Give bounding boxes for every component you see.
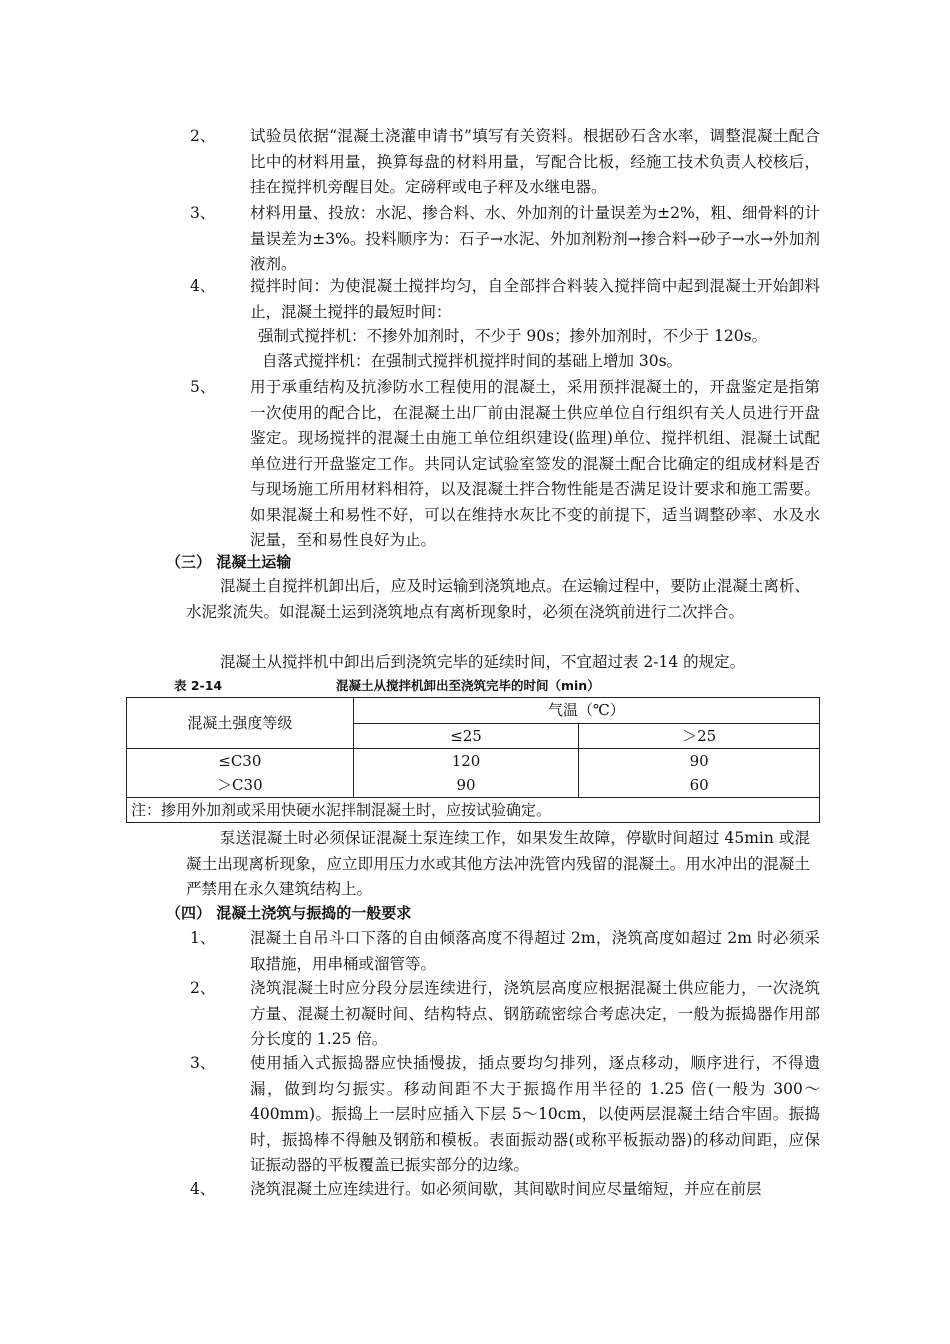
item-number: 4、: [190, 1180, 216, 1198]
item-text: 混凝土自吊斗口下落的自由倾落高度不得超过 2m，浇筑高度如超过 2m 时必须采取措施，用串桶或溜管等。: [250, 929, 820, 973]
table-note: 注：掺用外加剂或采用快硬水泥拌制混凝土时，应按试验确定。: [127, 798, 820, 823]
mixing-time-table: [126, 697, 820, 823]
header-temp-high: ＞25: [579, 723, 820, 749]
item-number: 3、: [190, 1054, 216, 1072]
item-text: 浇筑混凝土应连续进行。如必须间歇，其间歇时间应尽量缩短，并应在前层: [250, 1180, 762, 1198]
list-item: [190, 274, 820, 325]
item-number: 1、: [190, 929, 216, 947]
row-high: 60: [579, 773, 820, 798]
item-text: 搅拌时间：为使混凝土搅拌均匀，自全部拌合料装入搅拌筒中起到混凝土开始卸料止，混凝土搅拌的最短时间：: [250, 277, 820, 321]
paragraph: 泵送混凝土时必须保证混凝土泵连续工作，如果发生故障，停歇时间超过 45min 或混凝土出现离析现象，应立即用压力水或其他方法冲洗管内残留的混凝土。用水冲出的混凝土严禁用在永久建筑结构上。: [186, 829, 810, 898]
list-item: [190, 926, 820, 977]
row-low: 90: [353, 773, 579, 798]
paragraph: 混凝土自搅拌机卸出后，应及时运输到浇筑地点。在运输过程中，要防止混凝土离析、水泥浆流失。如混凝土运到浇筑地点有离析现象时，必须在浇筑前进行二次拌合。: [186, 577, 810, 621]
row-grade: ＞C30: [127, 773, 354, 798]
list-item: [190, 1051, 820, 1179]
paragraph: 混凝土从搅拌机中卸出后到浇筑完毕的延续时间，不宜超过表 2-14 的规定。: [220, 653, 746, 671]
row-grade: ≤C30: [127, 749, 354, 774]
list-item: [190, 201, 820, 278]
item-text: 试验员依据“混凝土浇灌申请书”填写有关资料。根据砂石含水率，调整混凝土配合比中的材料用量，换算每盘的材料用量，写配合比板，经施工技术负责人校核后，挂在搅拌机旁醒目处。定磅秤或电子秤及水继电器。: [250, 127, 820, 196]
section-heading: （三） 混凝土运输: [166, 553, 292, 571]
header-temp-low: ≤25: [353, 723, 579, 749]
table-title: 混凝土从搅拌机卸出至浇筑完毕的时间（min）: [336, 678, 600, 693]
header-temperature: 气温（℃）: [353, 698, 819, 724]
mixing-time-free-fall: 自落式搅拌机：在强制式搅拌机搅拌时间的基础上增加 30s。: [262, 352, 683, 370]
section-heading: （四） 混凝土浇筑与振捣的一般要求: [166, 904, 412, 922]
header-grade: 混凝土强度等级: [127, 698, 354, 749]
item-number: 2、: [190, 127, 216, 145]
row-low: 120: [353, 749, 579, 774]
list-item: [190, 1177, 820, 1203]
item-text: 材料用量、投放：水泥、掺合料、水、外加剂的计量误差为±2%，粗、细骨料的计量误差为±3%。投料顺序为：石子→水泥、外加剂粉剂→掺合料→砂子→水→外加剂液剂。: [250, 204, 820, 273]
list-item: [190, 375, 820, 554]
item-number: 3、: [190, 204, 216, 222]
list-item: [190, 124, 820, 201]
item-number: 5、: [190, 378, 216, 396]
item-number: 4、: [190, 277, 216, 295]
item-text: 浇筑混凝土时应分段分层连续进行，浇筑层高度应根据混凝土供应能力，一次浇筑方量、混凝土初凝时间、结构特点、钢筋疏密综合考虑决定，一般为振捣器作用部分长度的 1.25 倍。: [250, 979, 820, 1048]
row-high: 90: [579, 749, 820, 774]
item-text: 使用插入式振捣器应快插慢拔，插点要均匀排列，逐点移动，顺序进行，不得遗漏，做到均匀振实。移动间距不大于振捣作用半径的 1.25 倍(一般为 300～400mm)。振捣上一层时应插入下层 5～10cm，以使两层混凝土结合牢固。振捣时，振捣棒不得触及钢筋和模板。表面振动器(或称平板振动器)的移动间距，应保证振动器的平板覆盖已振实部分的边缘。: [250, 1054, 820, 1174]
table-label: 表 2-14: [174, 678, 223, 693]
item-number: 2、: [190, 979, 216, 997]
list-item: [190, 976, 820, 1053]
mixing-time-forced: 强制式搅拌机：不掺外加剂时，不少于 90s；掺外加剂时，不少于 120s。: [258, 327, 768, 345]
item-text: 用于承重结构及抗渗防水工程使用的混凝土，采用预拌混凝土的，开盘鉴定是指第一次使用的配合比，在混凝土出厂前由混凝土供应单位自行组织有关人员进行开盘鉴定。现场搅拌的混凝土由施工单位组织建设(监理)单位、搅拌机组、混凝土试配单位进行开盘鉴定工作。共同认定试验室签发的混凝土配合比确定的组成材料是否与现场施工所用材料相符，以及混凝土拌合物性能是否满足设计要求和施工需要。如果混凝土和易性不好，可以在维持水灰比不变的前提下，适当调整砂率、水及水泥量，至和易性良好为止。: [250, 378, 820, 549]
